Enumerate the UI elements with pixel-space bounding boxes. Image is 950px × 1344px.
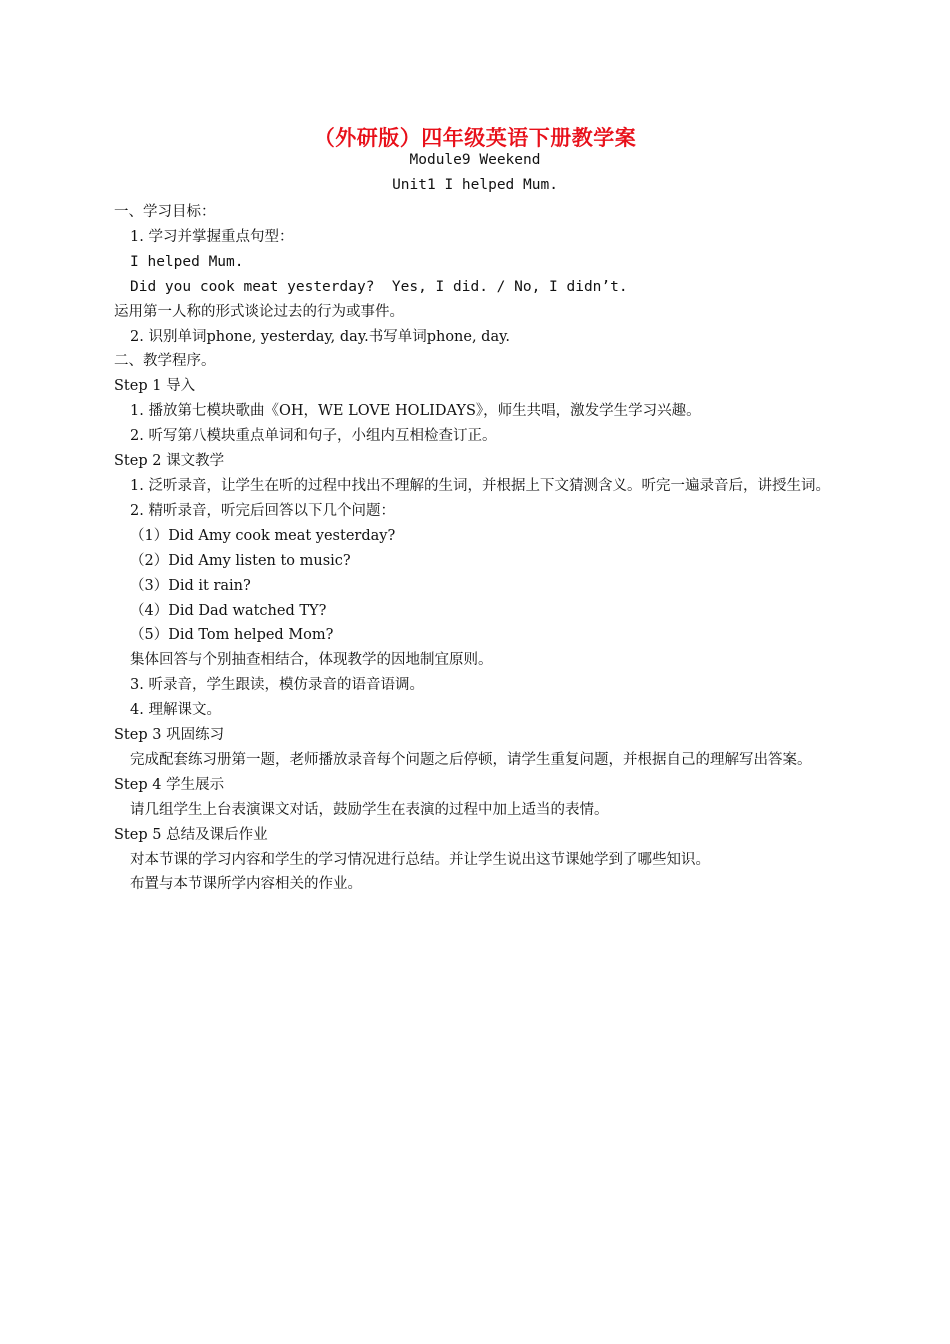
goal-sentence-2: Did you cook meat yesterday? Yes, I did. / No, I didn’t. [130,278,628,295]
step2-note: 集体回答与个别抽查相结合，体现教学的因地制宜原则。 [130,652,493,669]
document-body [114,200,840,897]
goal-item-1: 1. 学习并掌握重点句型： [130,228,294,245]
step1-item-1: 1. 播放第七模块歌曲《OH，WE LOVE HOLIDAYS》，师生共唱，激发学生学习兴趣。 [130,403,701,420]
step2-item-2: 2. 精听录音，听完后回答以下几个问题： [130,502,395,519]
question-4: （4）Did Dad watched TY? [130,602,327,619]
module-line: Module9 Weekend [409,152,541,168]
step5-text-1: 对本节课的学习内容和学生的学习情况进行总结。并让学生说出这节课她学到了哪些知识。 [130,851,710,868]
step-heading-2: Step 2 课文教学 [114,453,225,470]
step2-item-4: 4. 理解课文。 [130,702,221,719]
step5-text-2: 布置与本节课所学内容相关的作业。 [130,876,362,893]
question-3: （3）Did it rain? [130,577,251,594]
question-1: （1）Did Amy cook meat yesterday? [130,527,396,544]
step-heading-3: Step 3 巩固练习 [114,727,225,744]
step1-item-2: 2. 听写第八模块重点单词和句子，小组内互相检查订正。 [130,428,497,445]
section-heading-procedure: 二、教学程序。 [114,353,216,370]
step2-item-3: 3. 听录音，学生跟读，模仿录音的语音语调。 [130,677,424,694]
goal-item-2: 2. 识别单词phone, yesterday, day.书写单词phone, day. [130,328,510,345]
step3-text: 完成配套练习册第一题，老师播放录音每个问题之后停顿，请学生重复问题，并根据自己的理解写出答案。 [130,751,812,768]
goal-sentence-1: I helped Mum. [130,253,244,270]
question-2: （2）Did Amy listen to music? [130,552,351,569]
question-5: （5）Did Tom helped Mom? [130,627,334,644]
unit-line: Unit1 I helped Mum. [392,177,558,193]
step-heading-5: Step 5 总结及课后作业 [114,826,268,843]
step4-text: 请几组学生上台表演课文对话，鼓励学生在表演的过程中加上适当的表情。 [130,801,609,818]
goal-note: 运用第一人称的形式谈论过去的行为或事件。 [114,303,404,320]
section-heading-goals: 一、学习目标： [114,204,216,220]
step-heading-1: Step 1 导入 [114,378,196,395]
step2-item-1: 1. 泛听录音，让学生在听的过程中找出不理解的生词，并根据上下文猜测含义。听完一遍录音后，讲授生词。 [130,477,830,494]
document-title: （外研版）四年级英语下册教学案 [313,126,637,150]
step-heading-4: Step 4 学生展示 [114,776,225,793]
